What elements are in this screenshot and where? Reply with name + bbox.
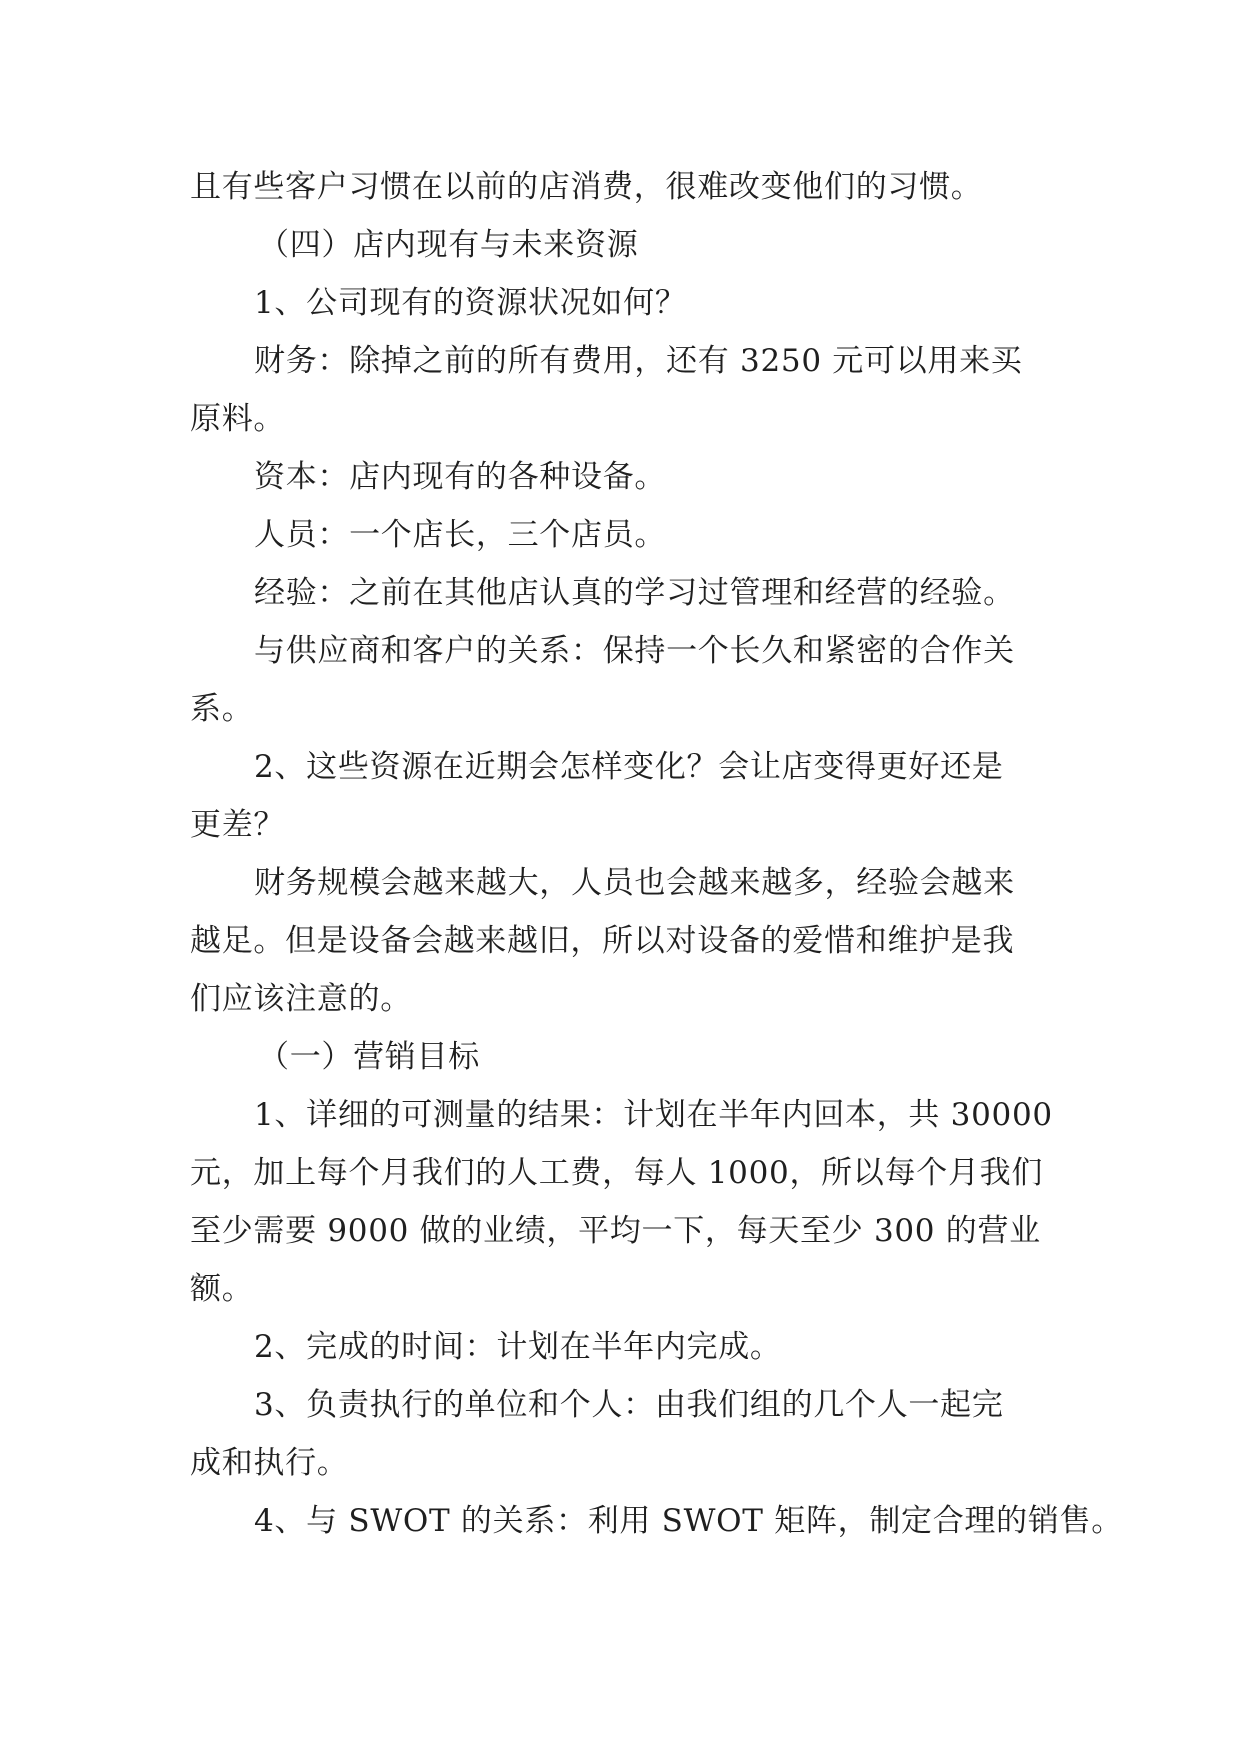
section-heading: （四）店内现有与未来资源 (258, 227, 639, 263)
text-line: 与供应商和客户的关系：保持一个长久和紧密的合作关 (254, 633, 1015, 669)
text-line: 2、这些资源在近期会怎样变化？会让店变得更好还是 (254, 749, 1004, 785)
text-line: 人员：一个店长，三个店员。 (254, 517, 667, 553)
text-line: 越足。但是设备会越来越旧，所以对设备的爱惜和维护是我 (190, 923, 1015, 959)
text-line: 1、公司现有的资源状况如何？ (254, 285, 687, 321)
text-line: 2、完成的时间：计划在半年内完成。 (254, 1329, 782, 1365)
text-line: 系。 (190, 691, 254, 727)
text-line: 们应该注意的。 (190, 981, 412, 1017)
text-line: 更差？ (190, 807, 286, 843)
text-line: 4、与 SWOT 的关系：利用 SWOT 矩阵，制定合理的销售。 (254, 1503, 1123, 1539)
text-line: 经验：之前在其他店认真的学习过管理和经营的经验。 (254, 575, 1015, 611)
text-line: 3、负责执行的单位和个人：由我们组的几个人一起完 (254, 1387, 1004, 1423)
text-line: 财务规模会越来越大，人员也会越来越多，经验会越来 (254, 865, 1015, 901)
text-line: 成和执行。 (190, 1445, 349, 1481)
text-line: 至少需要 9000 做的业绩，平均一下，每天至少 300 的营业 (190, 1213, 1041, 1249)
section-heading: （一）营销目标 (258, 1039, 480, 1075)
document-body (190, 158, 1123, 1550)
text-line: 元，加上每个月我们的人工费，每人 1000，所以每个月我们 (190, 1155, 1044, 1191)
text-line: 且有些客户习惯在以前的店消费，很难改变他们的习惯。 (190, 169, 983, 205)
text-line: 1、详细的可测量的结果：计划在半年内回本，共 30000 (254, 1097, 1053, 1133)
text-line: 额。 (190, 1271, 254, 1307)
text-line: 原料。 (190, 401, 286, 437)
text-line: 财务：除掉之前的所有费用，还有 3250 元可以用来买 (254, 343, 1023, 379)
text-line: 资本：店内现有的各种设备。 (254, 459, 667, 495)
